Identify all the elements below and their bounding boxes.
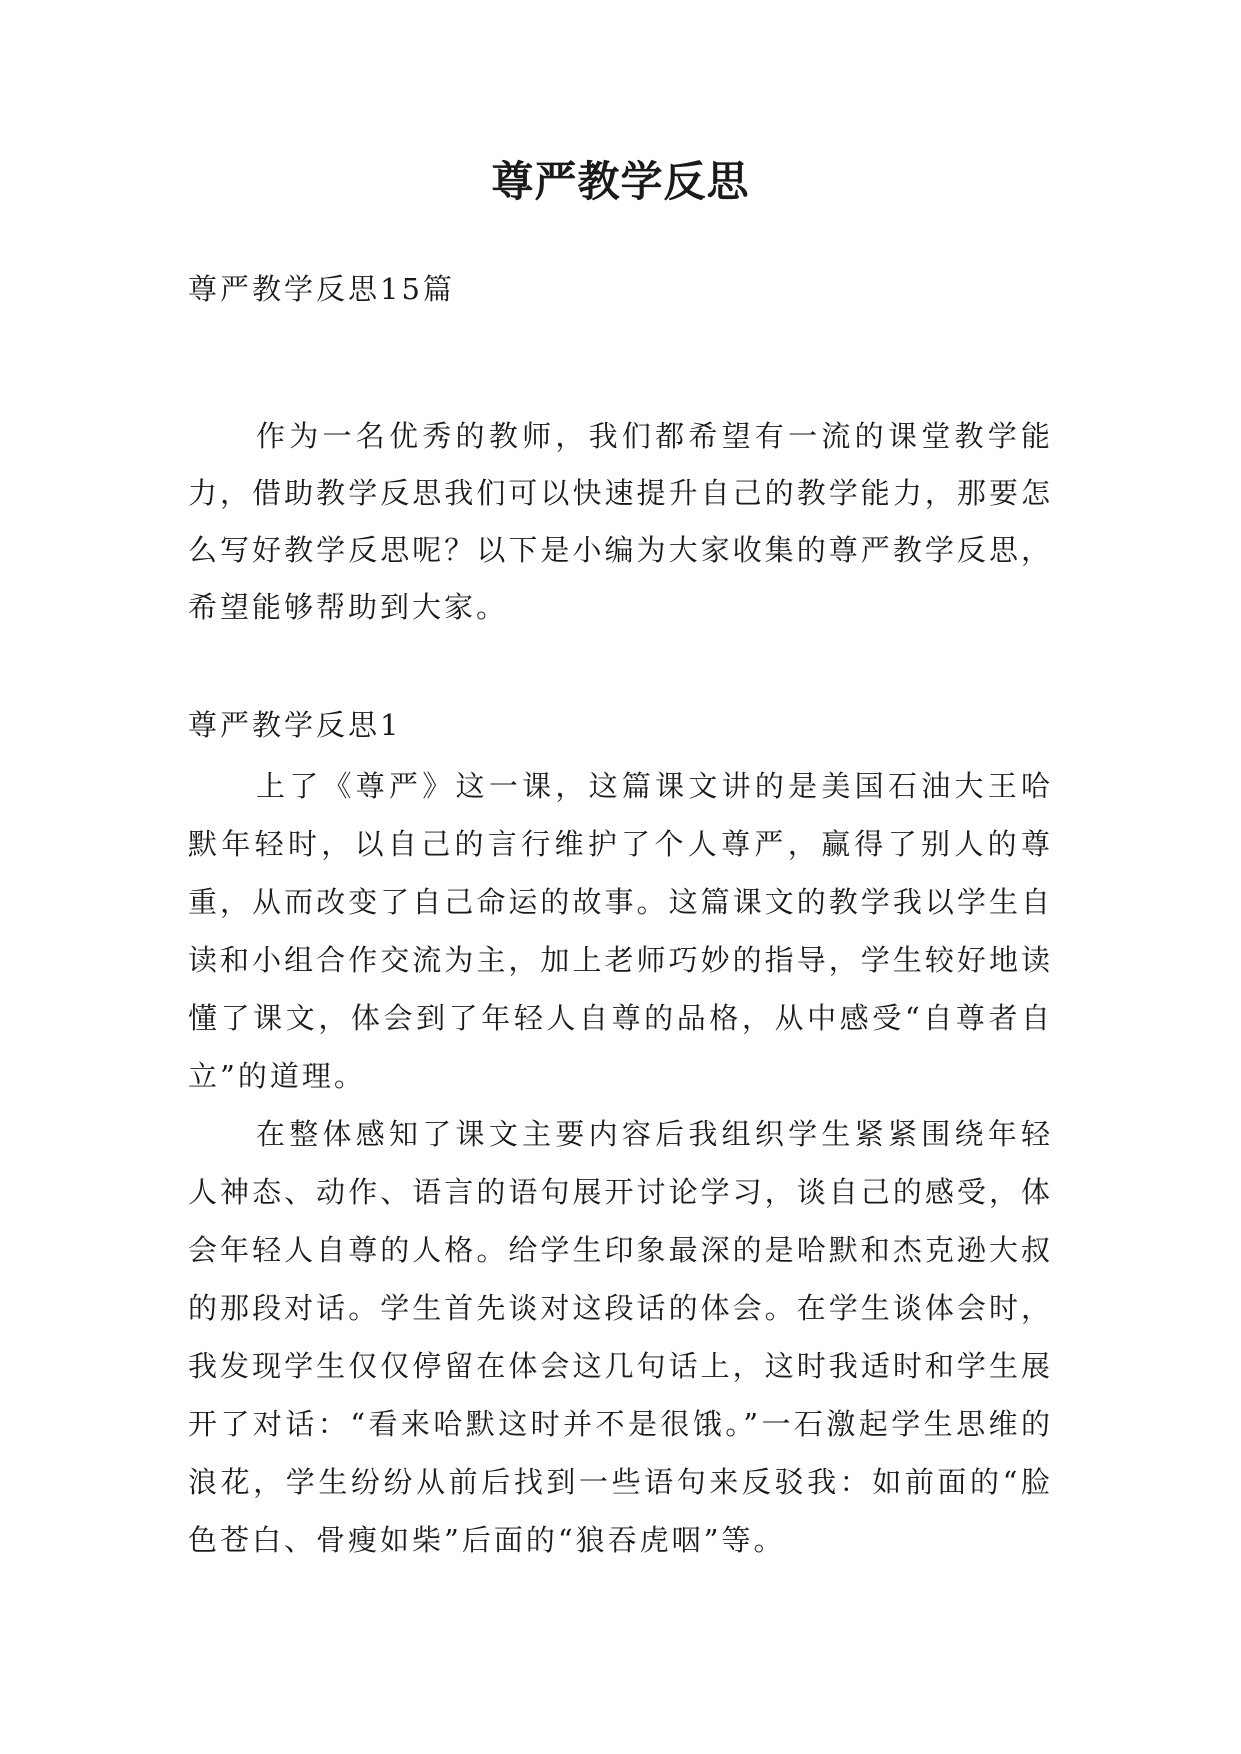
body-paragraph: 在整体感知了课文主要内容后我组织学生紧紧围绕年轻人神态、动作、语言的语句展开讨论学习，谈自己的感受，体会年轻人自尊的人格。给学生印象最深的是哈默和杰克逊大叔的那段对话。学生首先谈对这段话的体会。在学生谈体会时，我发现学生仅仅停留在体会这几句话上，这时我适时和学生展开了对话：“看来哈默这时并不是很饿。”一石激起学生思维的浪花，学生纷纷从前后找到一些语句来反驳我：如前面的“脸色苍白、骨瘦如柴”后面的“狼吞虎咽”等。 [188, 1117, 1053, 1557]
intro-paragraph: 作为一名优秀的教师，我们都希望有一流的课堂教学能力，借助教学反思我们可以快速提升自己的教学能力，那要怎么写好教学反思呢？以下是小编为大家收集的尊严教学反思，希望能够帮助到大家。 [188, 419, 1053, 624]
document-subtitle: 尊严教学反思15篇 [188, 272, 455, 306]
section-body [188, 757, 1053, 1569]
body-paragraph: 上了《尊严》这一课，这篇课文讲的是美国石油大王哈默年轻时，以自己的言行维护了个人尊严，赢得了别人的尊重，从而改变了自己命运的故事。这篇课文的教学我以学生自读和小组合作交流为主，加上老师巧妙的指导，学生较好地读懂了课文，体会到了年轻人自尊的品格，从中感受“自尊者自立”的道理。 [188, 769, 1053, 1093]
document-title: 尊严教学反思 [491, 157, 750, 206]
section-heading: 尊严教学反思1 [188, 708, 402, 742]
